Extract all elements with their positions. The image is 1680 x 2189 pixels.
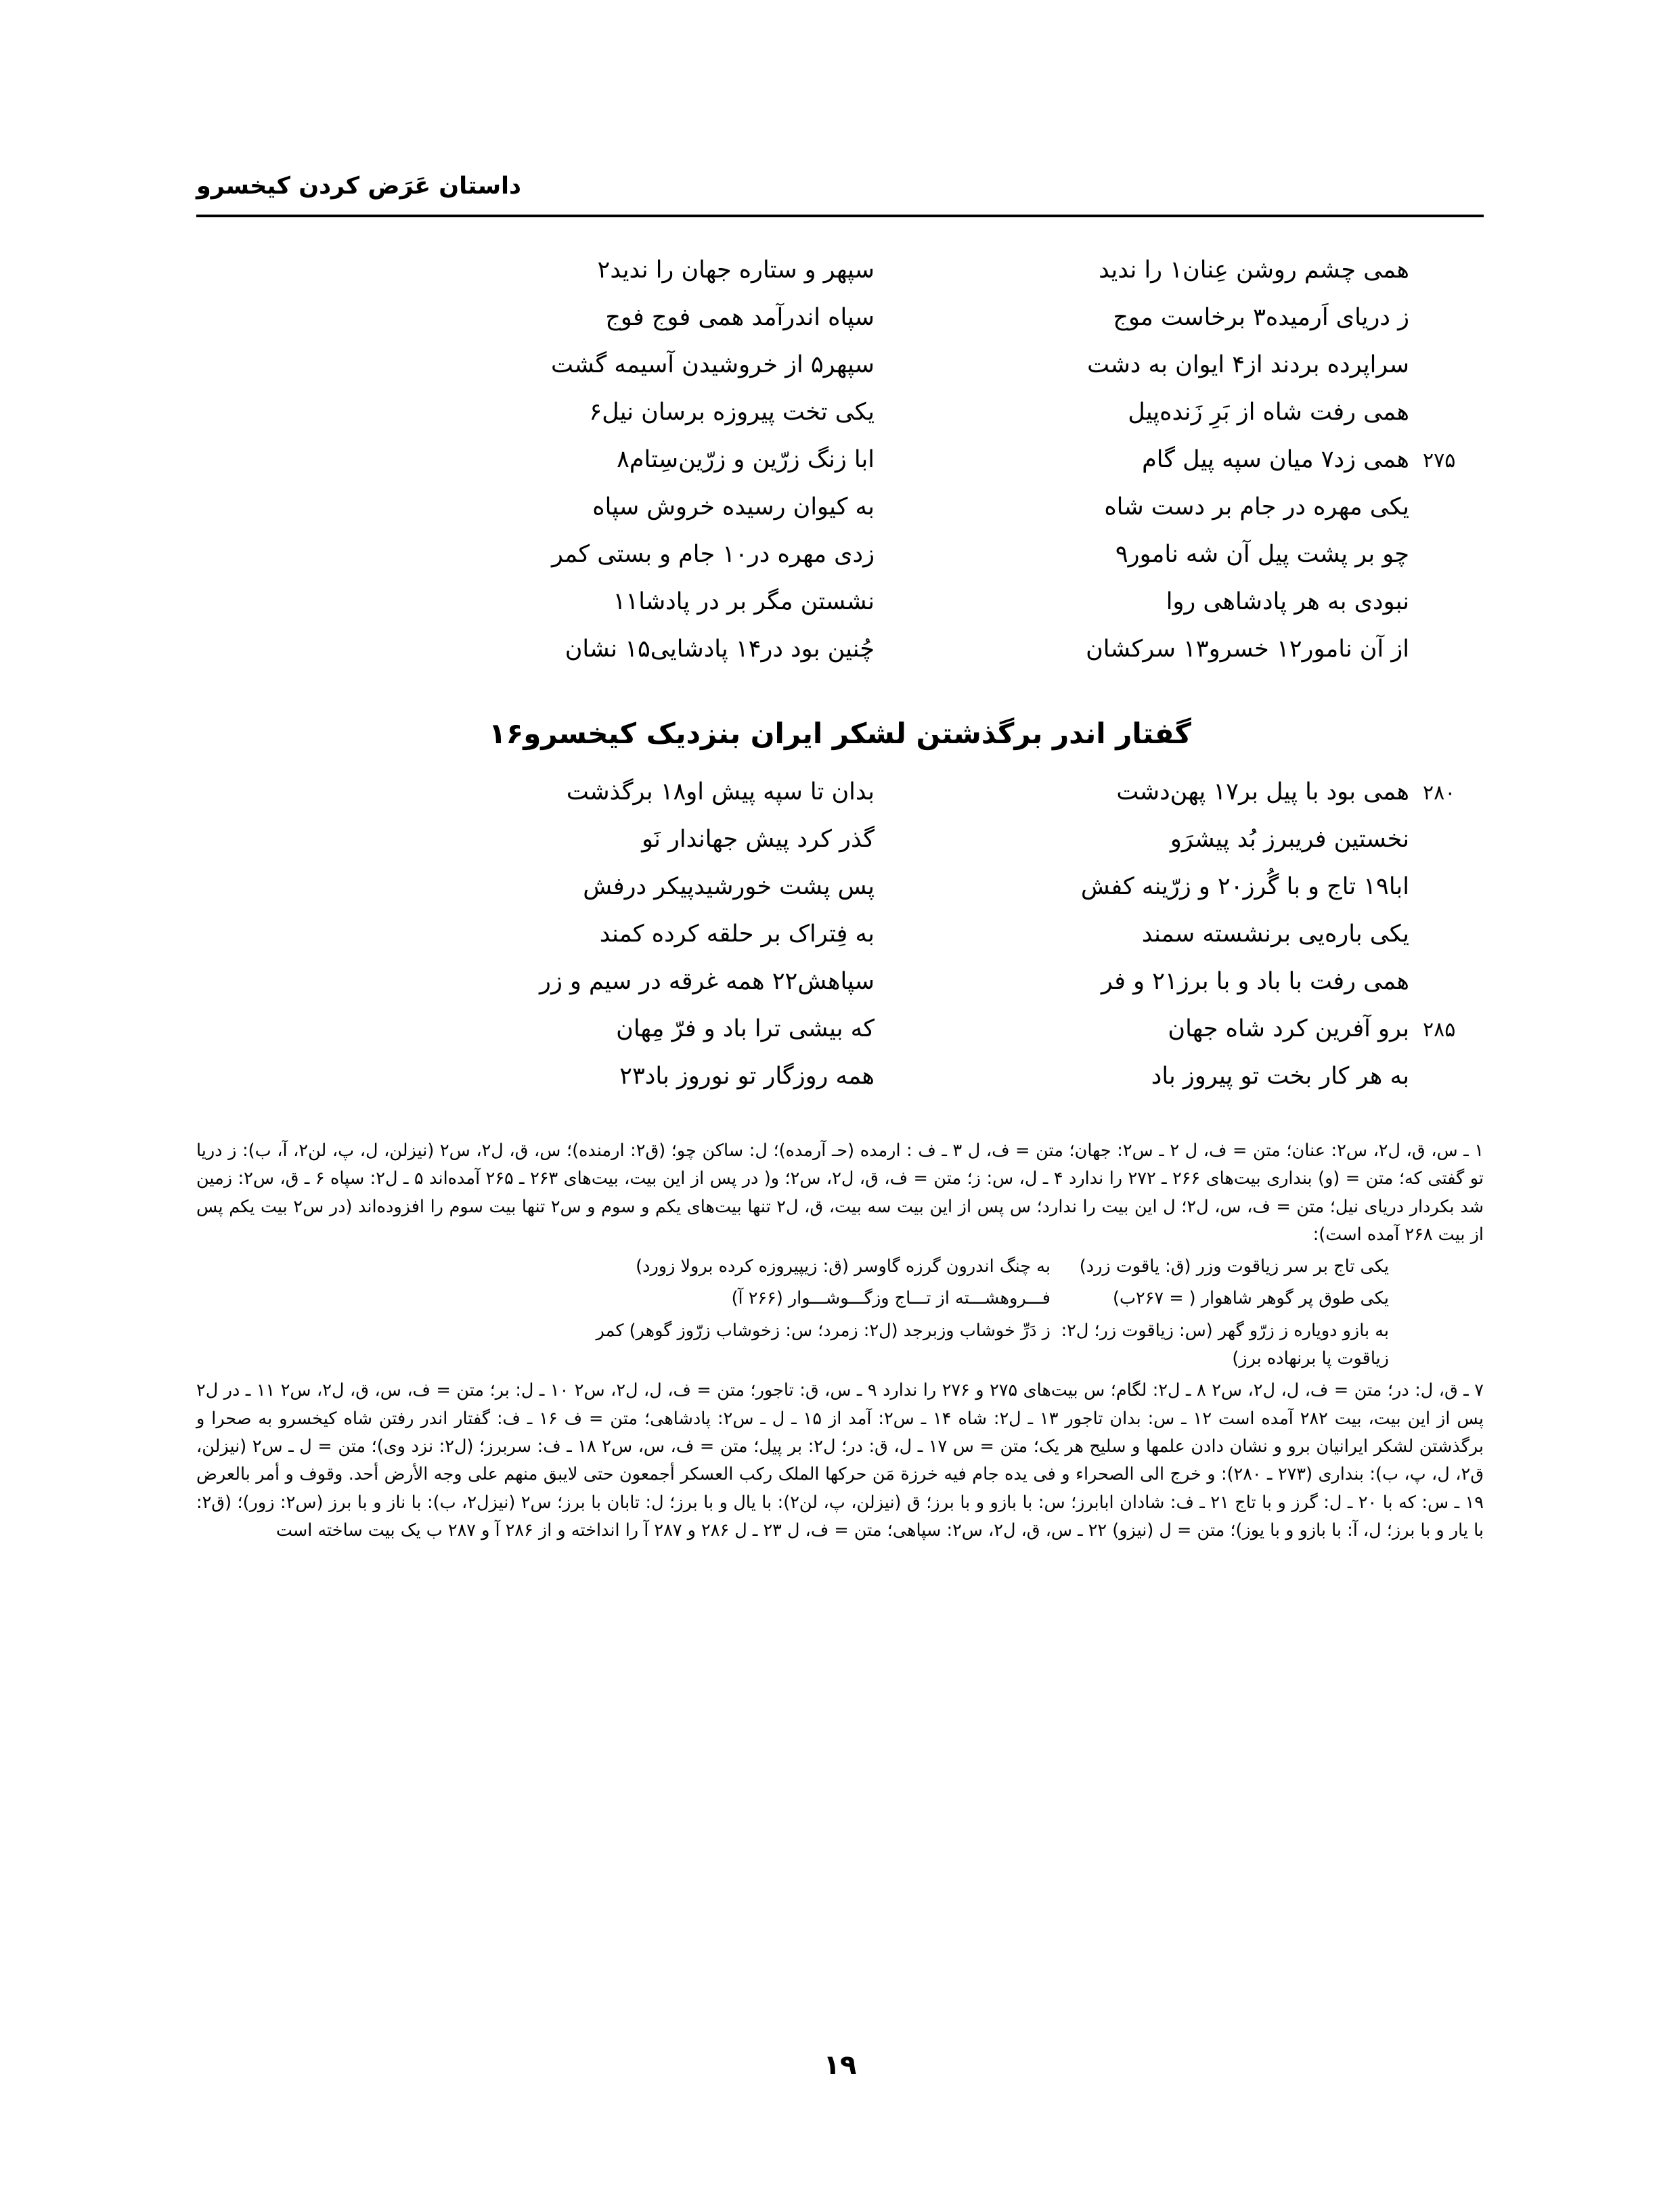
hemistich-right: از آن نامور۱۲ خسرو۱۳ سرکشان <box>1086 636 1409 663</box>
hemistich-left: یکی تخت پیروزه برسان نیل۶ <box>589 399 875 426</box>
verse-line <box>196 493 1484 541</box>
footnote-verse <box>196 1253 1484 1281</box>
verse-block-bottom <box>196 778 1484 1110</box>
verse-line <box>196 826 1484 873</box>
verse-line <box>196 351 1484 399</box>
hemistich-left: نشستن مگر بر در پادشا۱۱ <box>613 588 875 615</box>
hemistich-left: که بیشی ترا باد و فرّ مِهان <box>616 1015 875 1042</box>
verse-line <box>196 541 1484 588</box>
hemistich-left: گذر کرد پیش جهاندار نَو <box>642 826 875 853</box>
footnote-hemistich-left: به چنگ اندرون گرزه گاوسر (ق: زیپیروزه کرده برولا زورد) <box>636 1256 1051 1277</box>
verse-line <box>196 257 1484 304</box>
verse-line <box>196 1015 1484 1063</box>
footnote-paragraph: ۱ ـ س، ق، ل٢، س٢: عنان؛ متن = ف، ل ۲ ـ س٢: جهان؛ متن = ف، ل ۳ ـ ف : ارمده (حـ آرمده)؛ ل: ساکن چو؛ (ق٢: ارمنده)؛ س، ق، ل٢، س٢ (نیزلن، ل، پ، لن٢، آ، ب): ز دریا تو گفتی که؛ متن = (و) بنداری بیت‌های ۲۶۶ ـ ۲۷۲ را ندارد ۴ ـ ل، س: ز؛ متن = ف، ق، ل٢، س٢؛ و( در پس از این بیت، بیت‌های ۲۶۳ ـ ۲۶۵ آمده‌اند ۵ ـ ل٢: سپاه ۶ ـ ق، س٢: زمین شد بکردار دریای نیل؛ متن = ف، س، ل٢؛ ل این بیت را ندارد؛ س پس از این بیت سه بیت، ق، ل٢ تنها بیت‌های یکم و سوم و س٢ تنها بیت سوم را افزوده‌اند (در س٢ بیت یکم پس از بیت ۲۶۸ آمده است): <box>196 1141 1484 1245</box>
verse-line <box>196 636 1484 683</box>
running-header <box>196 173 1484 200</box>
footnote-hemistich-right: یکی تاج بر سر زیاقوت وزر (ق: یاقوت زرد) <box>1079 1256 1389 1277</box>
footnote-hemistich-left: فـــروهشـــته از تـــاج وزگـــوشـــوار (۲۶۶ آ) <box>731 1288 1051 1309</box>
hemistich-right: یکی مهره در جام بر دست شاه <box>1104 493 1409 521</box>
hemistich-left: به فِتراک بر حلقه کرده کمند <box>599 921 875 948</box>
hemistich-right: چو بر پشت پیل آن شه نامور۹ <box>1115 541 1409 568</box>
hemistich-left: سپهر و ستاره جهان را ندید۲ <box>597 257 875 284</box>
verse-number: ۲۷۵ <box>1423 449 1456 472</box>
verse-line <box>196 304 1484 351</box>
footnote-hemistich-left: ز دَرِّ خوشاب وزبرجد (ل٢: زمرد؛ س: زخوشاب زرّوز گوهر) کمر <box>596 1320 1051 1341</box>
hemistich-right: همی زد۷ میان سپه پیل گام <box>1142 446 1409 473</box>
footnote-hemistich-right: به بازو دویاره ز زرّو گهر (س: زیاقوت زر؛ ل٢: زیاقوت پا برنهاده برز) <box>1061 1320 1389 1369</box>
footnote-verse <box>196 1285 1484 1312</box>
verse-line <box>196 873 1484 921</box>
hemistich-right: سراپرده بردند از۴ ایوان به دشت <box>1087 351 1409 378</box>
hemistich-left: به کیوان رسیده خروش سپاه <box>592 493 875 521</box>
hemistich-left: زدی مهره در۱۰ جام و بستی کمر <box>551 541 875 568</box>
footnote-hemistich-right: یکی طوق پر گوهر شاهوار ( = ۲۶۷ب) <box>1113 1288 1389 1309</box>
hemistich-right: ز دریای اَرمیده۳ برخاست موج <box>1113 304 1409 331</box>
verse-line <box>196 778 1484 826</box>
verse-line <box>196 1063 1484 1110</box>
verse-line <box>196 921 1484 968</box>
running-head-text: داستان عَرَض کردن کیخسرو <box>196 173 521 200</box>
footnote-paragraph: ۷ ـ ق، ل: در؛ متن = ف، ل، ل٢، س٢ ۸ ـ ل٢: لگام؛ س بیت‌های ۲۷۵ و ۲۷۶ را ندارد ۹ ـ س، ق: تاجور؛ متن = ف، ل، ل٢، س٢ ۱۰ ـ ل: بر؛ متن = ف، س، ق، ل٢، س٢ ۱۱ ـ در ل٢ پس از این بیت، بیت ۲۸۲ آمده است ۱۲ ـ س: بدان تاجور ۱۳ ـ ل٢: شاه ۱۴ ـ س٢: آمد از ۱۵ ـ ل ـ س٢: پادشاهی؛ متن = ف ۱۶ ـ ف: گفتار اندر رفتن شاه کیخسرو به صحرا و برگذشتن لشکر ایرانیان برو و نشان دادن علمها و سلیح هر یک؛ متن = س ۱۷ ـ ل، ق: در؛ ل٢: بر پیل؛ متن = ف، س، س٢ ۱۸ ـ ف: سربرز؛ (ل٢: نزد وی)؛ متن = ل ـ س٢ (نیزلن، ق٢، ل، پ، ب): بنداری (۲۷۳ ـ ۲۸۰): و خرج الی الصحراء و فی یده جام فیه خرزة مَن حرکها الملک رکب العسکر أجمعون حتی لایبق منهم علی وجه الأرض أحد. وقوف و أمر بالعرض ۱۹ ـ س: که با ۲۰ ـ ل: گرز و با تاج ۲۱ ـ ف: شادان ابابرز؛ س: با بازو و با برز؛ ق (نیزلن، پ، لن٢): با یال و با برز؛ ل: تابان با برز؛ س٢ (نیزل٢، ب): با ناز و با برز (س٢: زور)؛ (ق٢: با یار و با برز؛ ل، آ: با بازو و با یوز)؛ متن = ل (نیزو) ۲۲ ـ س، ق، ل٢، س٢: سپاهی؛ متن = ف، ل ۲۳ ـ ل ۲۸۶ و ۲۸۷ آ را انداخته و از ۲۸۶ آ و ۲۸۷ ب یک بیت ساخته است <box>196 1380 1484 1541</box>
hemistich-right: ابا۱۹ تاج و با گُرز۲۰ و زرّینه کفش <box>1080 873 1409 900</box>
verse-line <box>196 446 1484 493</box>
hemistich-left: همه روزگار تو نوروز باد۲۳ <box>619 1063 875 1090</box>
verse-line <box>196 588 1484 636</box>
hemistich-left: سپاهش۲۲ همه غرقه در سیم و زر <box>539 968 875 995</box>
hemistich-right: یکی باره‌یی برنشسته سمند <box>1141 921 1409 948</box>
verse-number: ۲۸۵ <box>1423 1018 1456 1042</box>
hemistich-right: همی چشم روشن عِنان۱ را ندید <box>1099 257 1409 284</box>
hemistich-left: بدان تا سپه پیش او۱۸ برگذشت <box>566 778 875 805</box>
hemistich-right: همی رفت با باد و با برز۲۱ و فر <box>1101 968 1409 995</box>
verse-line <box>196 968 1484 1015</box>
header-divider <box>196 215 1484 217</box>
hemistich-right: همی رفت شاه از بَرِ زَنده‌پیل <box>1128 399 1409 426</box>
footnote-verse <box>196 1317 1484 1373</box>
verse-line <box>196 399 1484 446</box>
hemistich-left: چُنین بود در۱۴ پادشایی۱۵ نشان <box>565 636 875 663</box>
page-number: ۱۹ <box>823 2050 857 2081</box>
verse-number: ۲۸۰ <box>1423 781 1456 805</box>
hemistich-right: به هر کار بخت تو پیروز باد <box>1151 1063 1409 1090</box>
hemistich-left: ابا زنگ زرّین و زرّین‌سِتام۸ <box>617 446 875 473</box>
verse-block-top <box>196 257 1484 683</box>
hemistich-left: سپهر۵ از خروشیدن آسیمه گشت <box>551 351 875 378</box>
hemistich-left: پس پشت خورشیدپیکر درفش <box>583 873 875 900</box>
hemistich-right: نبودی به هر پادشاهی روا <box>1166 588 1409 615</box>
page-content <box>196 173 1484 1546</box>
hemistich-right: نخستین فریبرز بُد پیشرَو <box>1170 826 1409 853</box>
hemistich-right: برو آفرین کرد شاه جهان <box>1168 1015 1409 1042</box>
footnotes-section <box>196 1137 1484 1545</box>
hemistich-right: همی بود با پیل بر۱۷ پهن‌دشت <box>1116 778 1409 805</box>
section-title: گفتار اندر برگذشتن لشکر ایران بنزدیک کیخسرو۱۶ <box>489 717 1191 750</box>
hemistich-left: سپاه اندرآمد همی فوج فوج <box>605 304 875 331</box>
